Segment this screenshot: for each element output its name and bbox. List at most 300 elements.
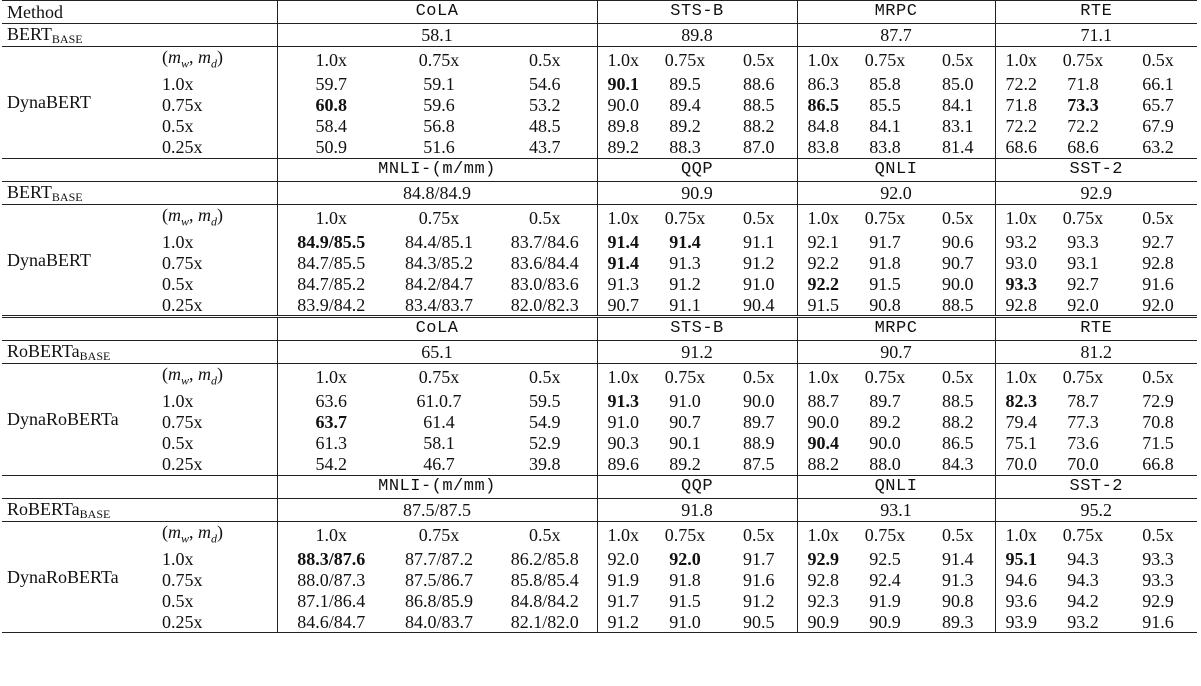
score-cell: 88.0 [849,454,921,476]
score-cell: 86.2/85.8 [510,548,579,569]
score-cell: 67.9 [1142,116,1174,137]
width-header: 0.75x [649,47,721,74]
width-header: 1.0x [995,364,1047,391]
table-row [2,412,1197,433]
score-cell: 91.6 [1119,611,1197,633]
score-cell: 91.0 [597,412,649,433]
table-row [2,231,1197,252]
score-cell: 91.8 [869,252,901,273]
score-cell: 88.2 [743,116,775,137]
score-cell: 53.2 [529,95,561,116]
score-cell: 91.7 [869,231,901,252]
width-depth-param-label [157,47,277,74]
results-table-container [2,0,1197,633]
baseline-value: 58.1 [277,24,597,47]
m-d-symbol: m [198,364,212,385]
depth-label: 0.5x [162,433,194,454]
score-cell: 92.2 [797,252,849,273]
param-formula [162,47,224,71]
depth-label: 0.25x [157,137,277,159]
task-header: STS-B [597,317,797,341]
score-cell: 87.7/87.2 [404,548,473,569]
score-cell: 88.0/87.3 [277,569,385,590]
score-cell: 85.8 [869,74,901,95]
score-cell: 70.8 [1142,412,1174,433]
score-cell: 90.9 [849,611,921,633]
width-header: 0.75x [849,204,921,231]
baseline-subscript: BASE [79,349,111,364]
baseline-subscript: BASE [51,189,83,204]
depth-label: 0.25x [157,611,277,633]
score-cell: 94.6 [995,569,1047,590]
width-header: 1.0x [597,204,649,231]
score-cell: 94.3 [1067,569,1099,590]
task-header: QQP [597,158,797,181]
score-cell: 43.7 [493,137,597,159]
score-cell: 68.6 [995,137,1047,159]
comma: , [189,521,199,542]
paren-close: ) [217,364,224,385]
score-cell: 88.2 [942,412,974,433]
score-cell: 92.8 [995,294,1047,317]
score-cell: 91.7 [597,590,649,611]
paren-open: ( [162,521,168,542]
table-row [2,611,1197,633]
baseline-value: 92.0 [797,181,995,204]
baseline-row [2,498,1197,521]
baseline-row [2,181,1197,204]
task-header: CoLA [277,1,597,24]
score-cell: 73.3 [1067,95,1099,116]
depth-label: 1.0x [162,74,194,95]
score-cell: 72.2 [995,74,1047,95]
baseline-model-name [2,24,277,47]
score-cell: 90.7 [669,412,701,433]
score-cell: 91.0 [649,611,721,633]
score-cell: 89.2 [597,137,649,159]
score-cell: 84.7/85.2 [277,273,385,294]
width-header: 1.0x [277,521,385,548]
baseline-value: 92.9 [995,181,1197,204]
score-cell: 72.2 [995,116,1047,137]
score-cell: 93.0 [995,252,1047,273]
score-cell: 88.2 [797,454,849,476]
score-cell: 39.8 [493,454,597,476]
width-header: 1.0x [995,47,1047,74]
baseline-value: 71.1 [995,24,1197,47]
score-cell: 84.0/83.7 [385,611,493,633]
score-cell: 91.3 [942,569,974,590]
score-cell: 68.6 [1047,137,1119,159]
width-header: 1.0x [597,521,649,548]
task-header: SST-2 [995,158,1197,181]
width-header: 1.0x [277,47,385,74]
score-cell: 92.0 [669,548,701,569]
score-cell: 82.1/82.0 [493,611,597,633]
task-header: QNLI [797,158,995,181]
width-header: 1.0x [797,364,849,391]
score-cell: 84.8/84.2 [510,590,579,611]
model-name: DynaBERT [2,204,157,317]
score-cell: 83.1 [942,116,974,137]
m-w-symbol: m [168,364,181,385]
width-header: 0.75x [385,47,493,74]
score-cell: 91.5 [869,273,901,294]
width-header: 1.0x [597,364,649,391]
baseline-model-name [2,341,277,364]
param-formula [162,521,224,546]
table-row [2,294,1197,317]
score-cell: 91.1 [649,294,721,317]
width-header: 0.5x [921,47,995,74]
empty-cell [2,475,277,498]
width-header: 1.0x [797,521,849,548]
baseline-name: BERT [7,24,52,44]
score-cell: 86.3 [797,74,849,95]
score-cell: 56.8 [423,116,455,137]
score-cell: 90.0 [942,273,974,294]
score-cell: 75.1 [995,433,1047,454]
score-cell: 72.2 [1067,116,1099,137]
score-cell: 89.5 [669,74,701,95]
task-header: QNLI [797,475,995,498]
baseline-row [2,341,1197,364]
score-cell: 93.3 [1142,569,1174,590]
d-subscript: d [211,373,218,388]
score-cell: 84.9/85.5 [277,231,385,252]
baseline-value: 91.8 [597,498,797,521]
depth-label: 1.0x [162,548,194,569]
width-header: 1.0x [597,47,649,74]
task-header: STS-B [597,1,797,24]
score-cell: 91.5 [669,590,701,611]
width-header-row [2,521,1197,548]
task-header: QQP [597,475,797,498]
score-cell: 93.1 [1067,252,1099,273]
baseline-name: RoBERTa [7,498,80,519]
score-cell: 90.4 [797,433,849,454]
score-cell: 66.1 [1142,74,1174,95]
paren-open: ( [162,204,168,225]
width-header: 0.5x [921,521,995,548]
score-cell: 90.8 [942,590,974,611]
score-cell: 91.6 [1142,273,1174,294]
w-subscript: w [181,56,190,71]
score-cell: 86.5 [942,433,974,454]
score-cell: 59.7 [277,74,385,95]
score-cell: 85.0 [942,74,974,95]
score-cell: 95.1 [995,548,1047,569]
score-cell: 89.7 [743,412,775,433]
d-subscript: d [211,214,218,229]
score-cell: 92.5 [869,548,901,569]
score-cell: 70.0 [1047,454,1119,476]
score-cell: 90.5 [721,611,797,633]
score-cell: 90.8 [849,294,921,317]
score-cell: 84.6/84.7 [277,611,385,633]
score-cell: 91.5 [797,294,849,317]
score-cell: 85.5 [869,95,901,116]
score-cell: 72.9 [1142,391,1174,412]
score-cell: 54.6 [529,74,561,95]
baseline-value: 87.5/87.5 [277,498,597,521]
score-cell: 91.0 [743,273,775,294]
task-header-row [2,1,1197,24]
score-cell: 92.2 [797,273,849,294]
depth-label: 0.25x [157,294,277,317]
score-cell: 61.4 [423,412,455,433]
score-cell: 94.3 [1067,548,1099,569]
score-cell: 89.7 [869,391,901,412]
width-header: 0.75x [649,364,721,391]
depth-label: 0.75x [162,95,203,116]
method-header: Method [2,1,277,24]
baseline-value: 81.2 [995,341,1197,364]
score-cell: 84.8 [797,116,849,137]
paren-close: ) [217,521,224,542]
score-cell: 91.1 [743,231,775,252]
score-cell: 82.0/82.3 [493,294,597,317]
model-name: DynaBERT [2,47,157,159]
baseline-value: 89.8 [597,24,797,47]
m-d-symbol: m [198,521,212,542]
score-cell: 91.3 [597,391,649,412]
score-cell: 65.7 [1142,95,1174,116]
score-cell: 63.6 [277,391,385,412]
task-header: SST-2 [995,475,1197,498]
score-cell: 66.8 [1119,454,1197,476]
score-cell: 58.1 [423,433,455,454]
width-header: 0.5x [921,204,995,231]
score-cell: 91.2 [669,273,701,294]
score-cell: 71.5 [1142,433,1174,454]
score-cell: 93.3 [1067,231,1099,252]
score-cell: 91.3 [597,273,649,294]
paren-close: ) [217,47,224,67]
model-name: DynaRoBERTa [2,364,157,476]
comma: , [189,364,199,385]
score-cell: 91.2 [597,611,649,633]
width-header: 0.5x [1119,47,1197,74]
depth-label: 0.75x [162,569,203,590]
baseline-value: 90.9 [597,181,797,204]
table-row [2,569,1197,590]
score-cell: 54.2 [277,454,385,476]
baseline-value: 84.8/84.9 [277,181,597,204]
score-cell: 83.0/83.6 [510,273,579,294]
m-w-symbol: m [168,521,181,542]
score-cell: 91.9 [869,590,901,611]
score-cell: 84.7/85.5 [277,252,385,273]
score-cell: 88.5 [942,391,974,412]
score-cell: 91.4 [669,231,701,252]
task-header-row [2,158,1197,181]
depth-label: 0.75x [162,412,203,433]
score-cell: 92.8 [1142,252,1174,273]
width-depth-param-label [157,204,277,231]
task-header: MRPC [797,317,995,341]
score-cell: 90.0 [797,412,849,433]
width-header: 0.5x [721,521,797,548]
score-cell: 58.4 [277,116,385,137]
baseline-value: 95.2 [995,498,1197,521]
results-table [2,0,1197,633]
score-cell: 91.2 [743,590,775,611]
score-cell: 84.3/85.2 [404,252,473,273]
baseline-subscript: BASE [79,506,111,521]
score-cell: 92.0 [1047,294,1119,317]
task-header: MNLI-(m/mm) [277,475,597,498]
depth-label: 0.75x [162,252,203,273]
score-cell: 88.5 [921,294,995,317]
comma: , [189,204,199,225]
score-cell: 91.6 [743,569,775,590]
table-row [2,273,1197,294]
score-cell: 90.7 [597,294,649,317]
score-cell: 83.4/83.7 [385,294,493,317]
w-subscript: w [181,373,190,388]
width-header: 0.75x [385,364,493,391]
score-cell: 71.8 [1067,74,1099,95]
score-cell: 89.2 [869,412,901,433]
depth-label: 0.5x [162,590,194,611]
empty-cell [2,317,277,341]
m-d-symbol: m [198,47,212,67]
score-cell: 90.0 [743,391,775,412]
score-cell: 54.9 [529,412,561,433]
baseline-row [2,24,1197,47]
d-subscript: d [211,56,218,71]
score-cell: 73.6 [1067,433,1099,454]
score-cell: 84.2/84.7 [404,273,473,294]
score-cell: 83.6/84.4 [510,252,579,273]
score-cell: 91.4 [597,231,649,252]
score-cell: 91.7 [743,548,775,569]
width-header: 0.5x [493,204,597,231]
width-header: 0.75x [385,204,493,231]
score-cell: 92.0 [1119,294,1197,317]
table-row [2,454,1197,476]
baseline-value: 93.1 [797,498,995,521]
score-cell: 89.2 [669,116,701,137]
baseline-model-name [2,498,277,521]
table-row [2,137,1197,159]
score-cell: 91.9 [597,569,649,590]
baseline-subscript: BASE [51,32,83,46]
score-cell: 88.9 [743,433,775,454]
score-cell: 83.7/84.6 [510,231,579,252]
task-header-row [2,475,1197,498]
score-cell: 90.4 [721,294,797,317]
score-cell: 88.3 [649,137,721,159]
comma: , [189,47,199,67]
score-cell: 90.3 [597,433,649,454]
width-header: 1.0x [995,204,1047,231]
width-header: 0.75x [849,47,921,74]
baseline-name: RoBERTa [7,341,80,362]
score-cell: 46.7 [385,454,493,476]
score-cell: 92.0 [597,548,649,569]
score-cell: 83.8 [797,137,849,159]
task-header: MRPC [797,1,995,24]
score-cell: 93.6 [995,590,1047,611]
score-cell: 93.3 [1142,548,1174,569]
width-header: 1.0x [995,521,1047,548]
score-cell: 79.4 [995,412,1047,433]
width-header: 1.0x [277,204,385,231]
score-cell: 89.6 [597,454,649,476]
width-header: 0.75x [1047,204,1119,231]
score-cell: 90.0 [597,95,649,116]
score-cell: 88.7 [797,391,849,412]
score-cell: 91.0 [669,391,701,412]
width-header: 0.75x [849,521,921,548]
width-header: 1.0x [797,204,849,231]
score-cell: 63.7 [277,412,385,433]
width-header: 0.5x [493,364,597,391]
score-cell: 92.9 [797,548,849,569]
width-header: 0.75x [849,364,921,391]
score-cell: 85.8/85.4 [510,569,579,590]
width-header: 0.5x [1119,204,1197,231]
task-header: MNLI-(m/mm) [277,158,597,181]
score-cell: 59.5 [529,391,561,412]
score-cell: 86.8/85.9 [404,590,473,611]
w-subscript: w [181,214,190,229]
width-header: 0.5x [1119,521,1197,548]
baseline-value: 90.7 [797,341,995,364]
width-header: 0.75x [1047,521,1119,548]
table-row [2,548,1197,569]
score-cell: 91.2 [743,252,775,273]
score-cell: 61.3 [277,433,385,454]
score-cell: 48.5 [529,116,561,137]
task-header: RTE [995,317,1197,341]
score-cell: 92.9 [1142,590,1174,611]
score-cell: 81.4 [921,137,995,159]
paren-open: ( [162,47,168,67]
m-w-symbol: m [168,204,181,225]
score-cell: 90.1 [669,433,701,454]
baseline-model-name [2,181,277,204]
score-cell: 93.3 [995,273,1047,294]
depth-label: 0.5x [162,116,194,137]
width-header: 1.0x [277,364,385,391]
score-cell: 51.6 [385,137,493,159]
score-cell: 84.3 [921,454,995,476]
task-header: CoLA [277,317,597,341]
table-row [2,433,1197,454]
model-name: DynaRoBERTa [2,521,157,633]
score-cell: 71.8 [995,95,1047,116]
score-cell: 88.3/87.6 [277,548,385,569]
score-cell: 93.2 [1047,611,1119,633]
width-header: 0.75x [649,521,721,548]
paren-open: ( [162,364,168,385]
score-cell: 82.3 [995,391,1047,412]
score-cell: 86.5 [797,95,849,116]
score-cell: 89.4 [669,95,701,116]
width-header: 0.5x [721,47,797,74]
score-cell: 50.9 [277,137,385,159]
score-cell: 89.8 [597,116,649,137]
width-header: 0.75x [385,521,493,548]
m-w-symbol: m [168,47,181,67]
score-cell: 59.1 [423,74,455,95]
score-cell: 87.0 [721,137,797,159]
table-row [2,391,1197,412]
table-row [2,95,1197,116]
